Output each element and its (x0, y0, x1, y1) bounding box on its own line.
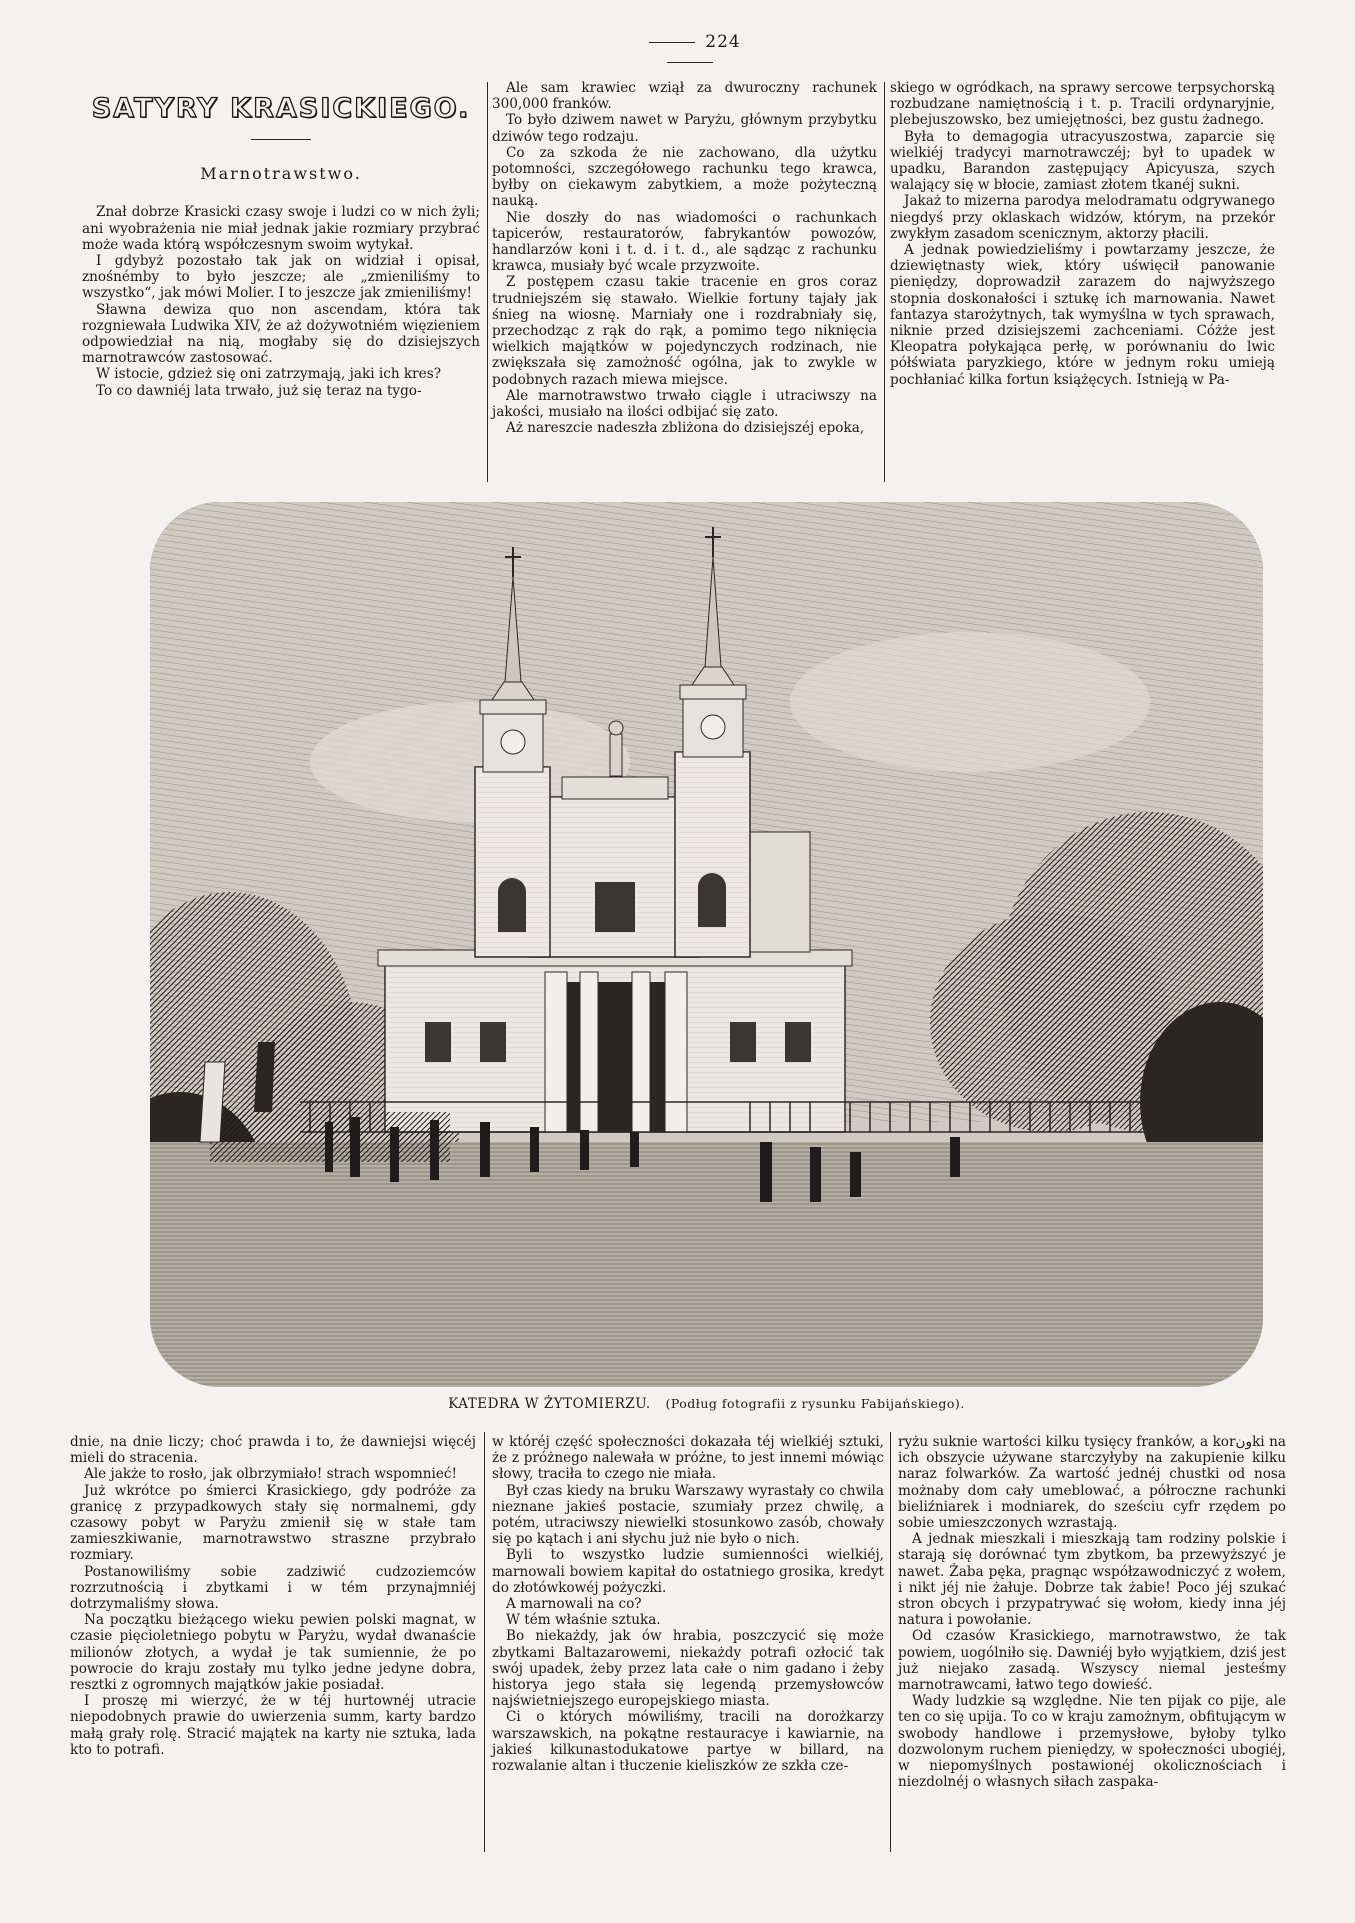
paragraph: Ale sam krawiec wziął za dwuroczny rachunek 300,000 franków. (492, 80, 877, 113)
paragraph: W istocie, gdzież się oni zatrzymają, jaki ich kres? (96, 366, 441, 383)
title-divider (251, 139, 311, 140)
paragraph: I gdybyż pozostało tak jak on widział i opisał, znośnémby to było jeszcze; ale „zmieniliśmy to wszystko“, jak mówi Molier. I to jeszcze jak zmieniliśmy! (82, 253, 480, 302)
paragraph: Byli to wszystko ludzie sumienności wielkiéj, marnowali bowiem kapitał do ostatniego grosika, kredyt do złotówkowéj pożyczki. (492, 1547, 884, 1596)
paragraph: Ale marnotrawstwo trwało ciągle i utraciwszy na jakości, musiało na ilości odbijać się zato. (492, 387, 877, 421)
paragraph: Znał dobrze Krasicki czasy swoje i ludzi co w nich żyli; ani wyobrażenia nie miał jednak jakie rozmiary przybrać może wada którą współczesnym swoim wytykał. (82, 204, 480, 253)
paragraph: Jakaż to mizerna parodya melodramatu odgrywanego niegdyś przy oklaskach widzów, którym, na przekór zwykłym zasadom scenicznym, aktorzy płacili. (890, 193, 1275, 242)
top-column-2 (492, 80, 877, 436)
column-rule (884, 82, 885, 482)
paragraph: Wady ludzkie są względne. Nie ten pijak co pije, ale ten co się upija. To co w kraju zamożnym, obfitującym w swobody handlowe i przemysłowe, byłoby tylko dozwolonym ruchem pieniędzy, w społeczności ubogiéj, w niepomyślnych postawionéj okolicznościach i niezdolnéj o własnych siłach zaspaka- (898, 1693, 1286, 1791)
bottom-column-2 (492, 1434, 884, 1774)
caption-title: KATEDRA W ŻYTOMIERZU. (448, 1396, 651, 1412)
article-subtitle: Marnotrawstwo. (200, 164, 362, 184)
paragraph: Ci o których mówiliśmy, tracili na dorożkarzy warszawskich, na pokątne restauracye i kawiarnie, na jakieś kilkunastodukatowe partye w billard, na rozwalanie altan i tłuczenie kieliszków ze szkła cze- (492, 1709, 884, 1775)
paragraph: w któréj część społeczności dokazała téj wielkiéj sztuki, że z próżnego nalewała w próżne, to jest innemi mówiąc słowy, traciła to czego nie miała. (492, 1434, 884, 1483)
paragraph: A jednak mieszkali i mieszkają tam rodziny polskie i starają się dorównać tym zbytkom, ba przewyższyć je nawet. Żaba pęka, pragnąc współzawodniczyć z wołem, i nikt jéj nie żałuje. Dobrze tak żabie! Poco jéj szukać stron obcych i przypatrywać się wołom, kiedy inna jéj natura i powołanie. (898, 1531, 1286, 1629)
paragraph: Od czasów Krasickiego, marnotrawstwo, że tak powiem, uogólniło się. Dawniéj było wyjątkiem, dziś jest już niejako zasadą. Wszyscy niemal jesteśmy marnotrawcami, łatwo tego dowieść. (898, 1628, 1286, 1694)
cathedral-illustration (150, 502, 1263, 1387)
paragraph: Co za szkoda że nie zachowano, dla użytku potomności, szczegółowego rachunku tego krawca, byłby on ciekawym zabytkiem, a może pożyteczną nauką. (492, 144, 877, 210)
paragraph: Postanowiliśmy sobie zadziwić cudzoziemców rozrzutnością i zbytkami i w tém przynajmniéj dotrzymaliśmy słowa. (70, 1563, 476, 1613)
paragraph: Bo niekażdy, jak ów hrabia, poszczycić się może zbytkami Baltazarowemi, niekażdy potrafi ozłocić tak swój upadek, żeby przez lata całe o nim gadano i żeby historya jego stała się legendą przemysłowców najświetniejszego europejskiego miasta. (492, 1628, 884, 1710)
bottom-column-1 (70, 1434, 476, 1758)
top-column-3 (890, 80, 1275, 388)
paragraph: Już wkrótce po śmierci Krasickiego, gdy podróże za granicę z przypadkowych stały się normalnemi, gdy czasowy pobyt w Paryżu zmienił się w stałe tam zamieszkiwanie, marnotrawstwo straszne przybrało rozmiary. (70, 1482, 476, 1564)
column-rule (487, 82, 488, 482)
paragraph: Aż nareszcie nadeszła zbliżona do dzisiejszéj epoka, (506, 420, 865, 437)
paragraph: Był czas kiedy na bruku Warszawy wyrastały co chwila nieznane jakieś postacie, szumiały przez chwilę, a potém, utraciwszy niewielki stosunkowo zasób, chowały się po kątach i ani słychu już nie było o nich. (492, 1482, 884, 1548)
paragraph: Sławna dewiza quo non ascendam, która tak rozgniewała Ludwika XIV, że aż dożywotniém więzieniem odpowiedział na nią, mogłaby się do dzisiejszych marnotrawców zastosować. (82, 301, 480, 367)
paragraph: skiego w ogródkach, na sprawy sercowe terpsychorską rozbudzane namiętnością i t. p. Tracili ordynaryjnie, plebejuszowsko, bez umiejętności, bez gustu żadnego. (890, 80, 1275, 129)
article-title: SATYRY KRASICKIEGO. (91, 93, 471, 124)
paragraph: W tém właśnie sztuka. (506, 1612, 661, 1629)
paragraph: To co dawniéj lata trwało, już się teraz na tygo- (96, 382, 422, 399)
paragraph: Ale jakże to rosło, jak olbrzymiało! strach wspomnieć! (84, 1466, 457, 1483)
paragraph: Nie doszły do nas wiadomości o rachunkach tapicerów, restauratorów, fabrykantów powozów, handlarzów koni i t. d. i t. d., ale sądząc z rachunku krawca, musiały być wcale przyzwoite. (492, 209, 877, 275)
top-column-1 (82, 95, 480, 399)
paragraph: Była to demagogia utracyuszostwa, zaparcie się wielkiéj tradycyi marnotrawczéj; był to upadek w upadku, Barandon zastępujący Apicyusza, szych walający się w błocie, zamiast złotem tkanéj sukni. (890, 128, 1275, 194)
caption-note: (Podług fotografii z rysunku Fabijańskiego). (665, 1396, 965, 1411)
paragraph: I proszę mi wierzyć, że w téj hurtownéj utracie niepodobnych prawie do uwierzenia summ, karty bardzo małą grały rolę. Stracić majątek na karty nie sztuka, lada kto to potrafi. (70, 1693, 476, 1758)
paragraph: To było dziwem nawet w Paryżu, głównym przybytku dziwów tego rodzaju. (492, 112, 877, 145)
paragraph: Na początku bieżącego wieku pewien polski magnat, w czasie pięcioletniego pobytu w Paryżu, wydał dwanaście milionów złotych, a wydał je tak sumiennie, że po powrocie do kraju zostały mu tylko jedne jedyne dobra, resztki z ogromnych majątków jakie posiadał. (70, 1612, 476, 1694)
image-caption (150, 1396, 1263, 1412)
paragraph: Z postępem czasu takie tracenie en gros coraz trudniejszém się stawało. Wielkie fortuny tajały jak śnieg na wiosnę. Marniały one i rozdrabniały się, przechodząc z rąk do rąk, a pomimo tego niknięcia wielkich majątków w pojedynczych rodzinach, nie zwiększała się zamożność ogólna, jak to zwykle w podobnych razach miewa miejsce. (492, 274, 877, 388)
paragraph: A marnowali na co? (506, 1596, 642, 1613)
paragraph: ryżu suknie wartości kilku tysięcy franków, a korونki na ich obszycie używane starczyłyby na zakupienie kilku naraz folwarków. Za wartość jednéj chustki od nosa możnaby dom cały umeblować, a półroczne rachunki bieliźniarek i modniarek, do sześciu cyfr rzędem po sobie umieszczonych wzrastają. (898, 1434, 1287, 1532)
paragraph: dnie, na dnie liczy; choć prawda i to, że dawniejsi więcéj mieli do stracenia. (70, 1434, 476, 1467)
column-rule (890, 1432, 891, 1852)
cathedral-engraving (150, 502, 1263, 1387)
bottom-column-3 (898, 1434, 1286, 1790)
page-number: 224 (610, 32, 770, 72)
paragraph: A jednak powiedzieliśmy i powtarzamy jeszcze, że dziewiętnasty wiek, który uświęcił panowanie pieniędzy, doprowadził zarazem do najwyższego stopnia doskonałości i sztukę ich marnowania. Nawet fantazya starożytnych, tak wymyślna w tych sprawach, niknie przed dzisiejszemi zachceniami. Cóżże jest Kleopatra połykająca perłę, w porównaniu do lwic półświata paryzkiego, które w jednym roku umieją pochłaniać kilka fortun książęcych. Istnieją w Pa- (890, 242, 1275, 388)
column-rule (484, 1432, 485, 1852)
